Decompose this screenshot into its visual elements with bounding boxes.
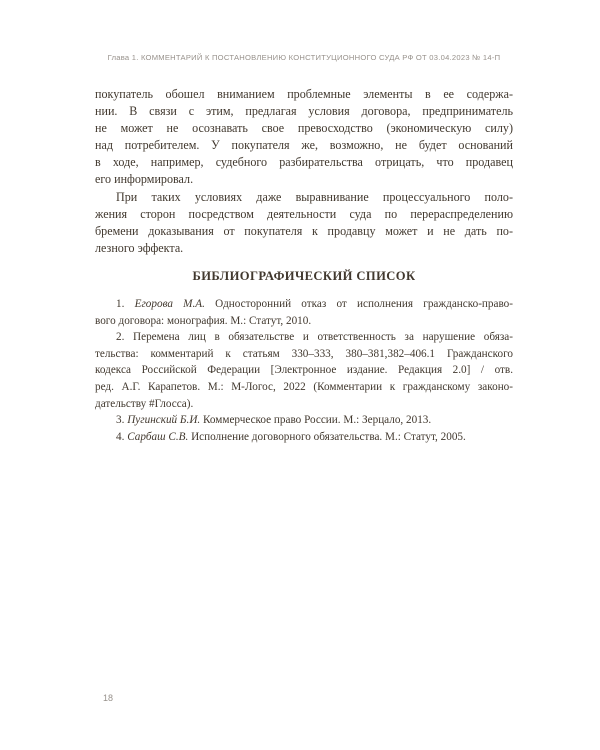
text-line [95,429,513,446]
body-text [95,86,513,257]
text-segment: 3. [116,414,128,427]
bibliography-entry [95,429,513,446]
bibliography-entry [95,329,513,412]
text-line [95,223,513,240]
text-segment: не может не осознавать свое превосходство (экономическую силу) [95,121,513,136]
bibliography-entry [95,296,513,329]
text-line [95,346,513,363]
body-paragraph [95,189,513,257]
text-segment: 4. [116,430,128,443]
text-line [95,189,513,206]
text-segment: Коммерческое право России. М.: Зерцало, 2013. [200,414,432,427]
body-paragraph [95,86,513,189]
text-segment: в ходе, например, судебного разбирательства отрицать, что продавец [95,155,513,170]
text-line [95,313,513,330]
text-segment: Исполнение договорного обязательства. М.: Статут, 2005. [188,430,466,443]
text-line [95,329,513,346]
text-segment: нии. В связи с этим, предлагая условия договора, предприниматель [95,104,513,119]
text-line [95,412,513,429]
text-line [95,154,513,171]
author-name: Пугинский Б.И. [127,414,201,427]
text-segment: покупатель обошел вниманием проблемные элементы в ее содержа- [95,87,513,101]
text-segment: над потребителем. У покупателя же, возможно, не будет оснований [95,138,513,153]
author-name: Сарбаш С.В. [127,430,189,443]
text-segment: ред. А.Г. Карапетов. М.: М-Логос, 2022 (Комментарии к гражданскому законо- [95,380,513,393]
text-segment: 1. [116,298,135,310]
page-number: 18 [103,693,114,703]
bibliography-list [95,296,513,445]
text-line [95,171,513,188]
text-segment: его информировал. [95,172,194,187]
text-segment: дательству #Глосса). [95,397,194,410]
text-line [95,296,513,313]
text-line [95,240,513,257]
text-segment: жения сторон посредством деятельности суда по перераспределению [95,206,513,221]
text-segment: бремени доказывания от покупателя к продавцу может и не дать по- [95,223,513,238]
text-line [95,120,513,137]
text-line [95,396,513,413]
text-line [95,103,513,120]
text-line [95,362,513,379]
text-line [95,86,513,103]
text-segment: вого договора: монография. М.: Статут, 2010. [95,314,312,327]
text-line [95,206,513,223]
text-segment: тельства: комментарий к статьям 330–333, 380–381,382–406.1 Гражданского [95,347,513,360]
text-segment: Односторонний отказ от исполнения гражданско-право- [204,298,513,310]
bibliography-entry [95,412,513,429]
text-segment: 2. Перемена лиц в обязательстве и ответственность за нарушение обяза- [116,331,513,344]
text-segment: кодекса Российской Федерации [Электронное издание. Редакция 2.0] / отв. [95,364,513,377]
author-name: Егорова М.А. [134,298,205,310]
text-line [95,137,513,154]
running-head: Глава 1. КОММЕНТАРИЙ К ПОСТАНОВЛЕНИЮ КОНСТИТУЦИОННОГО СУДА РФ ОТ 03.04.2023 № 14-П [107,53,501,62]
text-line [95,379,513,396]
text-segment: лезного эффекта. [95,240,184,255]
text-segment: При таких условиях даже выравнивание процессуального поло- [116,189,513,204]
bibliography-heading: БИБЛИОГРАФИЧЕСКИЙ СПИСОК [192,269,416,283]
